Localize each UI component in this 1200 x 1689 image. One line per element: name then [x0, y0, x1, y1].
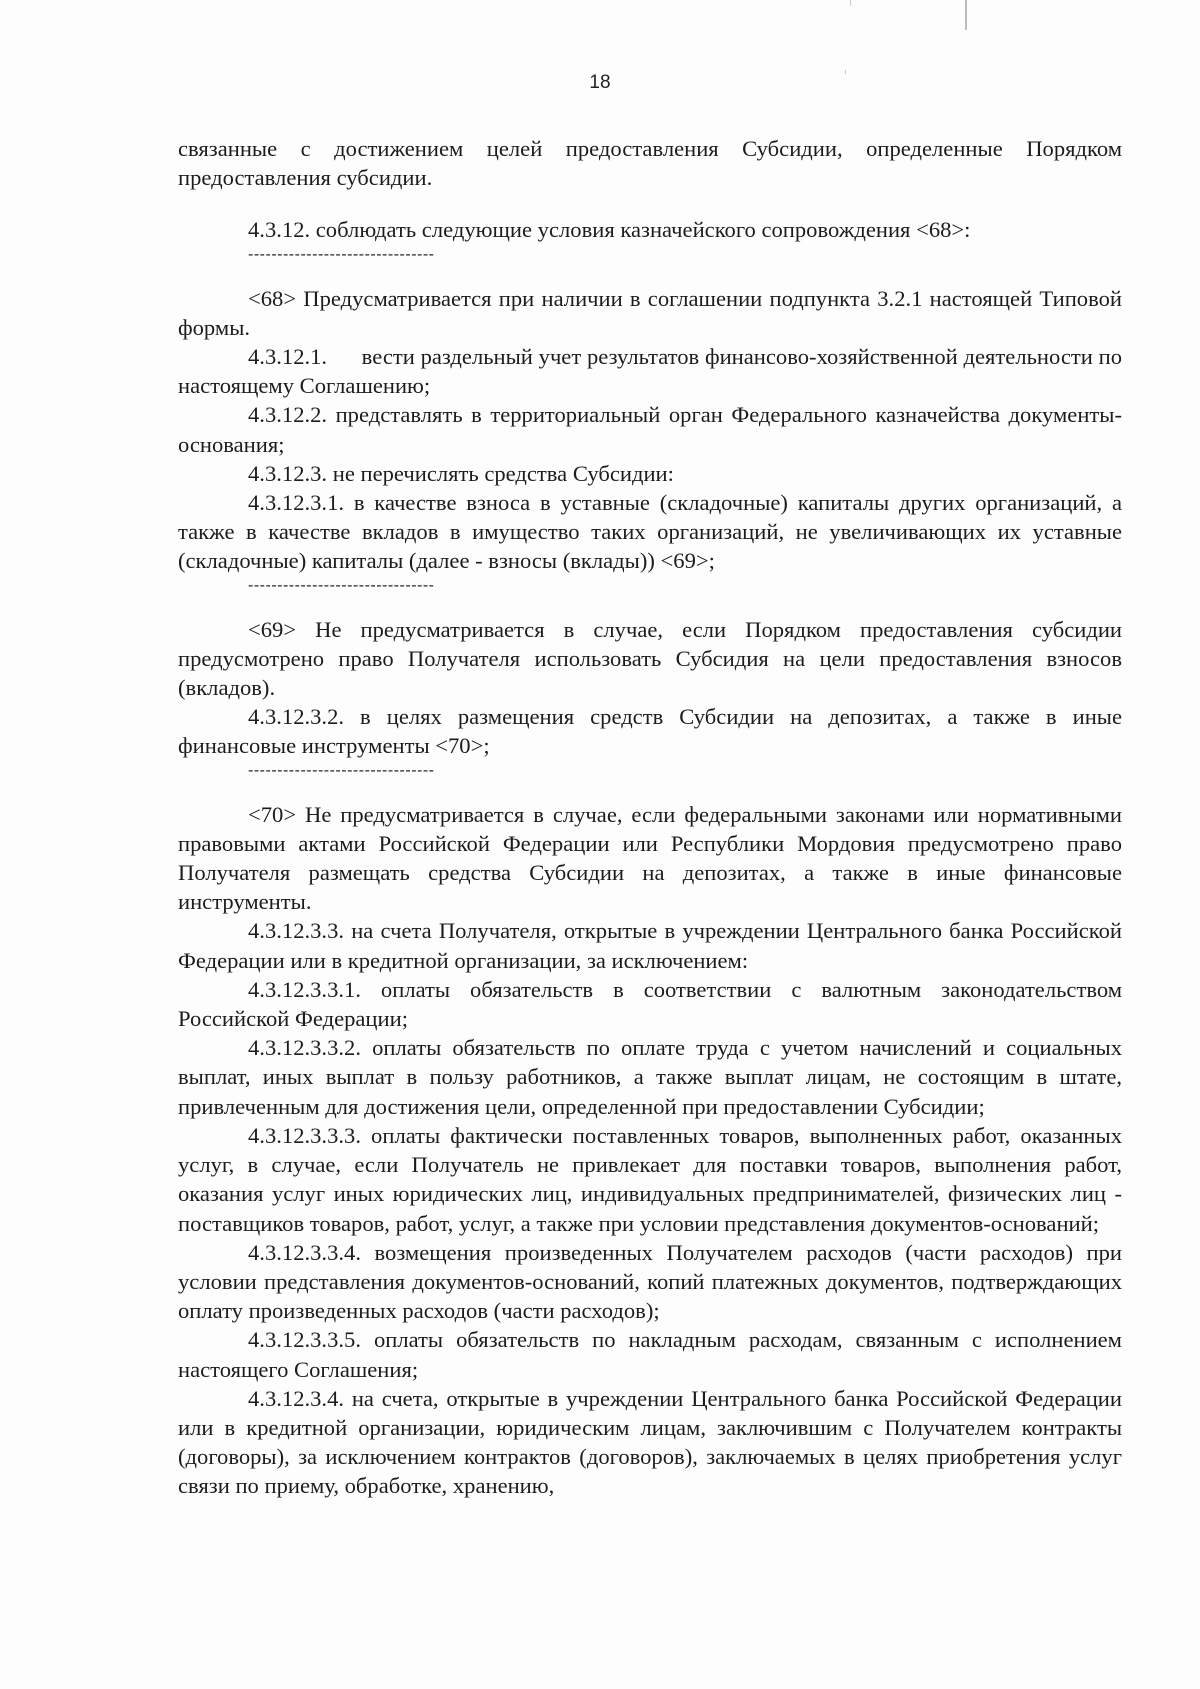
clause-4-3-12-3-3-1: 4.3.12.3.3.1. оплаты обязательств в соответствии с валютным законодательством Российской Федерации; — [178, 976, 1122, 1032]
page-number: 18 — [589, 72, 611, 93]
clause-4-3-12-1: 4.3.12.1. вести раздельный учет результатов финансово-хозяйственной деятельности по настоящему Соглашению; — [178, 344, 1128, 399]
clause-4-3-12-3-3-3: 4.3.12.3.3.3. оплаты фактически поставленных товаров, выполненных работ, оказанных услуг, в случае, если Получатель не привлекает для поставки товаров, выполнения работ, оказания услуг иных юридических лиц, индивидуальных предпринимателей, физических лиц - поставщиков товаров, работ, услуг, а также при условии представления документов-оснований; — [178, 1122, 1122, 1236]
clause-4-3-12-2: 4.3.12.2. представлять в территориальный орган Федерального казначейства документы-основания; — [178, 402, 1122, 457]
footnote-separator: -------------------------------- — [248, 245, 435, 263]
clause-4-3-12: 4.3.12. соблюдать следующие условия казначейского сопровождения <68>: — [248, 217, 971, 243]
footnote-70: <70> Не предусматривается в случае, если федеральными законами или нормативными правовыми актами Российской Федерации или Республики Мордовия предусмотрено право Получателя размещать средства Субсидии на депозитах, а также в иные финансовые инструменты. — [178, 801, 1122, 915]
clause-4-3-12-3-3-2: 4.3.12.3.3.2. оплаты обязательств по оплате труда с учетом начислений и социальных выплат, иных выплат в пользу работников, а также выплат лицам, не состоящим в штате, привлеченным для достижения цели, определенной при предоставлении Субсидии; — [178, 1035, 1122, 1119]
footnote-69: <69> Не предусматривается в случае, если Порядком предоставления субсидии предусмотрено право Получателя использовать Субсидия на цели предоставления взносов (вкладов). — [178, 616, 1122, 701]
clause-4-3-12-3: 4.3.12.3. не перечислять средства Субсидии: — [248, 460, 674, 486]
footnote-68: <68> Предусматривается при наличии в соглашении подпункта 3.2.1 настоящей Типовой формы. — [178, 285, 1122, 340]
clause-4-3-12-3-4: 4.3.12.3.4. на счета, открытые в учреждении Центрального банка Российской Федерации или в кредитной организации, юридическим лицам, заключившим с Получателем контракты (договоры), за исключением контрактов (договоров), заключаемых в целях приобретения услуг связи по приему, обработке, хранению, — [178, 1385, 1122, 1499]
clause-4-3-12-3-3: 4.3.12.3.3. на счета Получателя, открытые в учреждении Центрального банка Российской Федерации или в кредитной организации, за исключением: — [178, 918, 1122, 973]
document-body — [178, 134, 1128, 1501]
paragraph: связанные с достижением целей предоставления Субсидии, определенные Порядком предоставления субсидии. — [178, 136, 1122, 191]
scan-artifact-dot — [850, 0, 851, 6]
clause-4-3-12-3-3-5: 4.3.12.3.3.5. оплаты обязательств по накладным расходам, связанным с исполнением настоящего Соглашения; — [178, 1327, 1122, 1382]
clause-4-3-12-3-3-4: 4.3.12.3.3.4. возмещения произведенных Получателем расходов (части расходов) при условии представления документов-оснований, копий платежных документов, подтверждающих оплату произведенных расходов (части расходов); — [178, 1239, 1122, 1324]
footnote-separator: -------------------------------- — [248, 761, 435, 779]
clause-4-3-12-3-2: 4.3.12.3.2. в целях размещения средств Субсидии на депозитах, а также в иные финансовые инструменты <70>; — [178, 704, 1122, 759]
clause-4-3-12-3-1: 4.3.12.3.1. в качестве взноса в уставные (складочные) капиталы других организаций, а также в качестве вкладов в имущество таких организаций, не увеличивающих их уставные (складочные) капиталы (далее - взносы (вклады)) <69>; — [178, 490, 1122, 574]
footnote-separator: -------------------------------- — [248, 576, 435, 594]
scan-artifact-line — [965, 0, 967, 30]
